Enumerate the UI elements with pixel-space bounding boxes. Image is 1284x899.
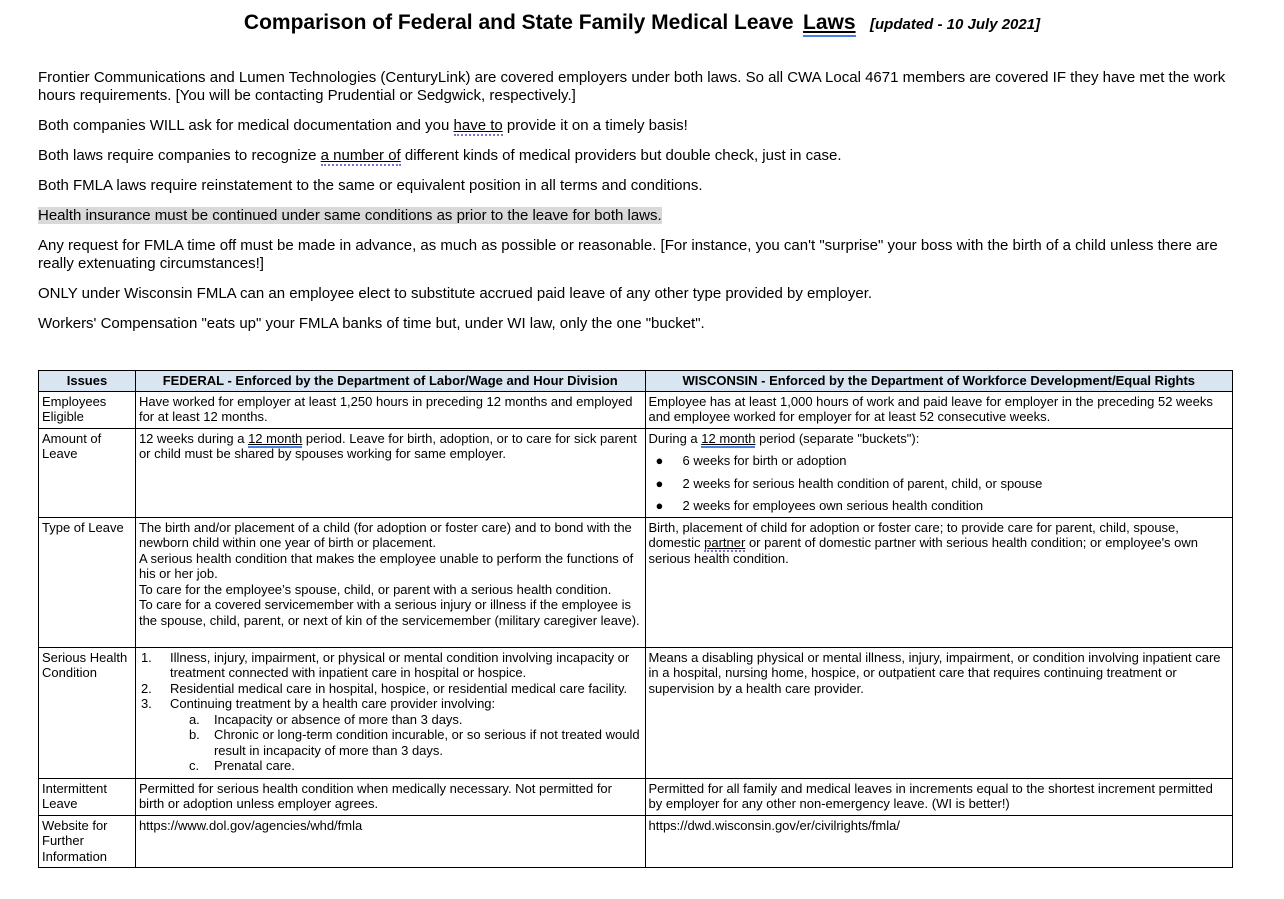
list-item-text: Chronic or long-term condition incurable, or so serious if not treated would result in incapacity of more than 3 days. (213, 727, 640, 758)
cell-text-line: A serious health condition that makes the employee unable to perform the functions of his or her job. (138, 550, 634, 581)
table-header-row (39, 371, 1233, 392)
table-row-serious-health-condition (39, 647, 1233, 778)
cell-federal: Permitted for serious health condition when medically necessary. Not permitted for birth or adoption unless employer agrees. (135, 778, 645, 815)
title-text: Comparison of Federal and State Family Medical Leave (243, 11, 794, 34)
table-row-intermittent-leave (39, 778, 1233, 815)
paragraph-text: Both companies WILL ask for medical documentation and you (38, 117, 454, 134)
cell-text-line (649, 431, 1229, 447)
paragraph-text: Both laws require companies to recognize (38, 147, 321, 164)
intro-paragraphs (38, 69, 1234, 333)
cell-text: period. Leave for birth, adoption, or to care for sick parent or child must be shared by spouses working for same employer. (138, 430, 637, 461)
cell-text-line: To care for the employee’s spouse, child, or parent with a serious health condition. (138, 581, 612, 597)
cell-wisconsin: Means a disabling physical or mental illness, injury, impairment, or condition involving inpatient care in a hospital, nursing home, hospice, or outpatient care that requires continuing treatment or supervision by a health care provider. (645, 647, 1233, 778)
paragraph-health-insurance (38, 207, 1234, 225)
cell-wisconsin: Employee has at least 1,000 hours of work and paid leave for employer in the preceding 52 weeks and employee worked for employer for at least 52 consecutive weeks. (645, 391, 1233, 428)
list-item-text: Continuing treatment by a health care provider involving: (169, 696, 496, 711)
list-subitem (139, 712, 641, 728)
cell-federal (135, 647, 645, 778)
list-marker: b. (188, 727, 200, 742)
page-title (0, 0, 1284, 35)
suggestion-marked-text: a number of (320, 147, 401, 164)
title-updated-date: [updated - 10 July 2021] (870, 16, 1041, 33)
paragraph-text: different kinds of medical providers but double check, just in case. (400, 147, 842, 164)
list-subitem (139, 727, 641, 758)
cell-text: 12 weeks during a (138, 430, 249, 446)
paragraph-text: provide it on a timely basis! (502, 117, 688, 134)
list-item-text: 2 weeks for employees own serious health condition (682, 498, 984, 513)
table-row-type-of-leave (39, 517, 1233, 647)
list-item (649, 476, 1229, 492)
list-item-text: 6 weeks for birth or adoption (682, 453, 847, 468)
paragraph-covered-employers: Frontier Communications and Lumen Technologies (CenturyLink) are covered employers under both laws. So all CWA Local 4671 members are covered IF they have met the work hours requirements. [You will be contacting Prudential or Sedgwick, respectively.] (38, 69, 1226, 104)
list-item-text: Prenatal care. (213, 758, 295, 773)
cell-wisconsin (645, 815, 1233, 868)
bullet-icon: ● (655, 453, 664, 468)
column-header-issues: Issues (39, 371, 136, 392)
cell-federal: Have worked for employer at least 1,250 hours in preceding 12 months and employed for at least 12 months. (135, 391, 645, 428)
list-item (139, 650, 641, 681)
paragraph-reinstatement: Both FMLA laws require reinstatement to the same or equivalent position in all terms and conditions. (38, 177, 703, 194)
list-item-text: Residential medical care in hospital, hospice, or residential medical care facility. (169, 680, 628, 696)
paragraph-workers-compensation: Workers' Compensation "eats up" your FMLA banks of time but, under WI law, only the one "bucket". (38, 315, 705, 332)
paragraph-medical-providers (38, 147, 1234, 165)
bullet-icon: ● (655, 475, 664, 491)
cell-federal (135, 428, 645, 517)
list-item-text: Illness, injury, impairment, or physical or mental condition involving incapacity or treatment connected with inpatient care in hospital or hospice. (169, 649, 630, 680)
grammar-marked-text: 12 month (701, 430, 756, 446)
cell-text: period (separate "buckets"): (755, 430, 920, 446)
cell-wisconsin (645, 428, 1233, 517)
table-row-website-info (39, 815, 1233, 868)
table-row-amount-of-leave (39, 428, 1233, 517)
cell-text-line: The birth and/or placement of a child (for adoption or foster care) and to bond with the newborn child within one year of birth or placement. (138, 519, 632, 550)
list-item-text: Incapacity or absence of more than 3 days. (213, 711, 463, 727)
cell-text: or parent of domestic partner with serious health condition; or employee's own serious health condition. (648, 535, 1199, 566)
wisconsin-fmla-url: https://dwd.wisconsin.gov/er/civilrights/fmla/ (648, 817, 900, 833)
column-header-wisconsin: WISCONSIN - Enforced by the Department of Workforce Development/Equal Rights (645, 371, 1233, 392)
list-marker: 2. (140, 680, 152, 696)
list-item (139, 681, 641, 697)
comparison-table (38, 370, 1233, 868)
cell-federal (135, 517, 645, 647)
cell-issue: Employees Eligible (39, 391, 136, 428)
title-grammar-marked-word: Laws (803, 11, 856, 37)
paragraph-advance-request: Any request for FMLA time off must be made in advance, as much as possible or reasonable. [For instance, you can't "surprise" your boss with the birth of a child unless there are really extenuating circumstances!] (38, 237, 1218, 272)
list-item (649, 498, 1229, 514)
suggestion-marked-text: have to (453, 117, 503, 134)
grammar-marked-text: 12 month (248, 430, 303, 446)
federal-fmla-url: https://www.dol.gov/agencies/whd/fmla (138, 817, 363, 833)
list-marker: a. (188, 711, 200, 727)
cell-issue: Serious Health Condition (39, 647, 136, 778)
suggestion-marked-text: partner (704, 535, 746, 550)
cell-issue: Amount of Leave (39, 428, 136, 517)
list-marker: c. (188, 758, 200, 773)
cell-federal (135, 815, 645, 868)
list-marker: 1. (140, 649, 152, 665)
table-row-employees-eligible (39, 391, 1233, 428)
cell-text: During a (648, 430, 702, 446)
list-item (649, 453, 1229, 469)
list-item (139, 696, 641, 712)
cell-wisconsin: Permitted for all family and medical leaves in increments equal to the shortest increment permitted by employer for any other non-emergency leave. (WI is better!) (645, 778, 1233, 815)
cell-issue: Intermittent Leave (39, 778, 136, 815)
cell-text-line: To care for a covered servicemember with a serious injury or illness if the employee is the spouse, child, parent, or next of kin of the servicemember (military caregiver leave). (138, 597, 640, 628)
cell-issue: Website for Further Information (39, 815, 136, 868)
paragraph-medical-documentation (38, 117, 1234, 135)
cell-issue: Type of Leave (39, 517, 136, 647)
list-item-text: 2 weeks for serious health condition of parent, child, or spouse (682, 475, 1043, 491)
list-subitem (139, 758, 641, 774)
highlighted-text: Health insurance must be continued under same conditions as prior to the leave for both laws. (38, 207, 662, 224)
cell-text: Birth, placement of child for adoption or foster care; to provide care for parent, child, spouse, domestic (648, 519, 1179, 550)
cell-wisconsin (645, 517, 1233, 647)
paragraph-substitute-paid-leave: ONLY under Wisconsin FMLA can an employee elect to substitute accrued paid leave of any other type provided by employer. (38, 285, 873, 302)
list-marker: 3. (140, 696, 152, 711)
column-header-federal: FEDERAL - Enforced by the Department of Labor/Wage and Hour Division (135, 371, 645, 392)
bullet-icon: ● (655, 498, 664, 513)
